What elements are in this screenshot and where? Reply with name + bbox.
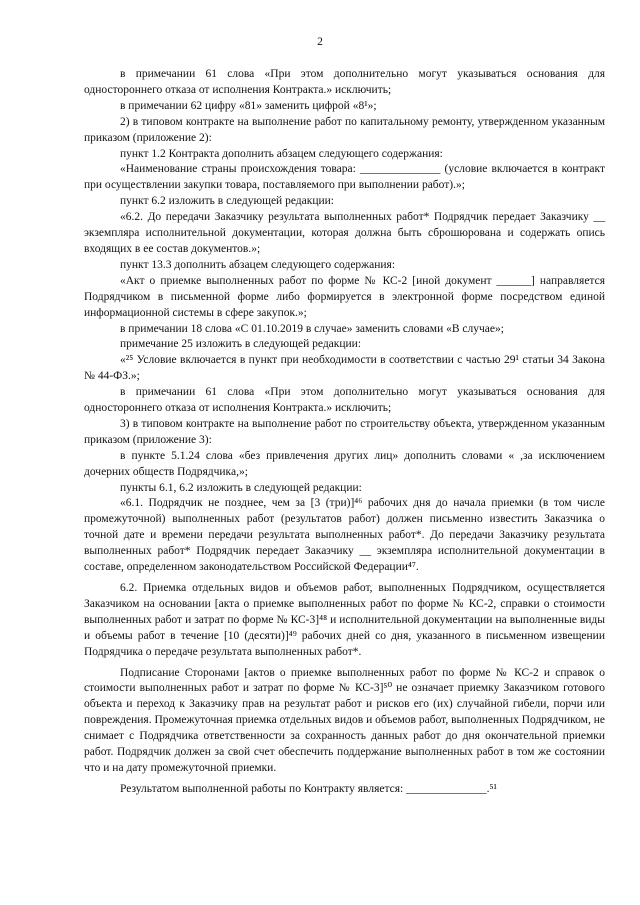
paragraph: «²⁵ Условие включается в пункт при необходимости в соответствии с частью 29¹ статьи 34 Закона № 44-ФЗ.»; <box>84 354 605 383</box>
paragraph: пункт 13.3 дополнить абзацем следующего содержания: <box>120 258 396 271</box>
paragraph: Результатом выполненной работы по Контракту является: ______________.⁵¹ <box>120 782 497 795</box>
paragraph: в пункте 5.1.24 слова «без привлечения других лиц» дополнить словами « ,за исключением дочерних обществ Подрядчика,»; <box>84 449 605 478</box>
paragraph: пункт 1.2 Контракта дополнить абзацем следующего содержания: <box>120 147 443 160</box>
paragraph: «Акт о приемке выполненных работ по форме № КС-2 [иной документ ______] направляется Подрядчиком в письменной форме либо формируется в электронной форме посредством единой информационной системы в сфере закупок.»; <box>84 274 605 319</box>
paragraph: примечание 25 изложить в следующей редакции: <box>120 338 362 351</box>
paragraph: Подписание Сторонами [актов о приемке выполненных работ по форме № КС-2 и справок о стоимости выполненных работ и затрат по форме № КС-3]⁵⁰ не означает приемку Заказчиком готового объекта и переход к Заказчику прав на результат работ и рисков его (их) случайной гибели, порчи или повреждения. Промежуточная приемка отдельных видов и объемов работ, выполненных Подрядчиком, не снимает с Подрядчика ответственности за сохранность данных работ до дня окончательной приемки работ. Подрядчик должен за свой счет обеспечить поддержание выполненных работ в том же состоянии что и на дату промежуточной приемки. <box>84 666 605 774</box>
page-number: 2 <box>317 36 323 48</box>
paragraph: 6.2. Приемка отдельных видов и объемов работ, выполненных Подрядчиком, осуществляется Заказчиком на основании [акта о приемке выполненных работ по форме № КС-2, справки о стоимости выполненных работ и затрат по форме № КС-3]⁴⁸ и исполнительной документации на выполненные виды и объемы работ в течение [10 (десяти)]⁴⁹ рабочих дней со дня, указанного в письменном извещении Подрядчика о передаче результата выполненных работ*. <box>84 582 605 658</box>
paragraph: пункт 6.2 изложить в следующей редакции: <box>120 195 334 208</box>
paragraph: в примечании 18 слова «С 01.10.2019 в случае» заменить словами «В случае»; <box>120 322 504 335</box>
paragraph: в примечании 62 цифру «81» заменить цифрой «8¹»; <box>120 99 377 112</box>
document-body <box>84 67 605 798</box>
paragraph: «Наименование страны происхождения товара: ______________ (условие включается в контракт при осуществлении закупки товара, поставляемого при выполнении работ).»; <box>84 163 605 192</box>
paragraph: 2) в типовом контракте на выполнение работ по капитальному ремонту, утвержденном указанным приказом (приложение 2): <box>84 115 605 144</box>
paragraph: в примечании 61 слова «При этом дополнительно могут указываться основания для одностороннего отказа от исполнения Контракта.» исключить; <box>84 68 605 96</box>
paragraph: пункты 6.1, 6.2 изложить в следующей редакции: <box>120 481 362 494</box>
paragraph: «6.2. До передачи Заказчику результата выполненных работ* Подрядчик передает Заказчику __ экземпляра исполнительной документации, которая должна быть сброшюрована и содержать опись входящих в ее состав документов.»; <box>84 211 605 255</box>
paragraph: «6.1. Подрядчик не позднее, чем за [3 (три)]⁴⁶ рабочих дня до начала приемки (в том числе промежуточной) выполненных работ (результатов работ) должен письменно известить Заказчика о точной дате и времени передачи результата выполненных работ*. До передачи Заказчику результата выполненных работ* Подрядчик передает Заказчику __ экземпляра исполнительной документации в составе, определенном законодательством Российской Федерации⁴⁷. <box>84 497 605 574</box>
paragraph: 3) в типовом контракте на выполнение работ по строительству объекта, утвержденном указанным приказом (приложение 3): <box>84 417 605 446</box>
paragraph: в примечании 61 слова «При этом дополнительно могут указываться основания для одностороннего отказа от исполнения Контракта.» исключить; <box>84 386 605 415</box>
